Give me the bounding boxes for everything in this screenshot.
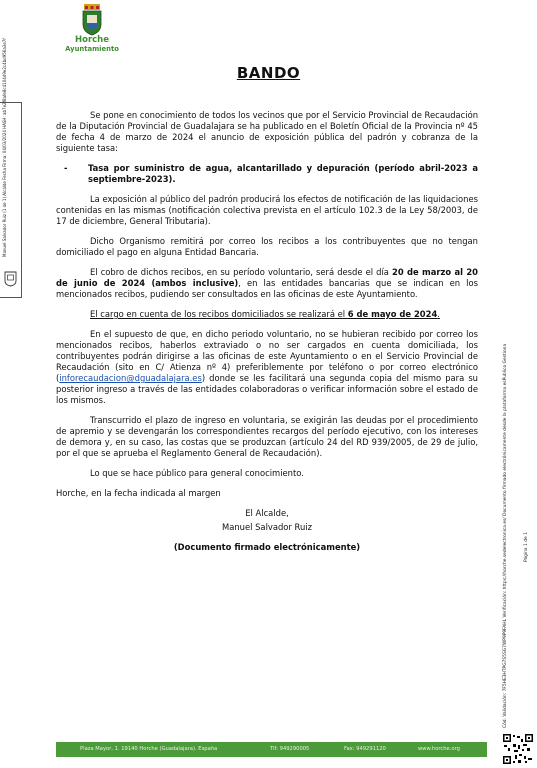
paragraph-lost-receipts — [56, 329, 478, 406]
logo-subtitle: Ayuntamiento — [65, 45, 119, 53]
coat-of-arms-icon — [81, 4, 103, 36]
signature-note: (Documento firmado electrónicamente) — [173, 542, 361, 552]
paragraph-enforcement: Transcurrido el plazo de ingreso en voluntaria, se exigirán las deudas por el procedimiento de apremio y se devengarán los correspondientes recargos del período ejecutivo, con los intereses de demora y, en su caso, las costas que se produzcan (artículo 24 del RD 939/2005, de 29 de julio, por el que se aprueba el Reglamento General de Recaudación). — [56, 415, 478, 458]
page-indicator: Página 1 de 1 — [524, 532, 529, 562]
paragraph-notification: La exposición al público del padrón producirá los efectos de notificación de las liquidaciones contenidas en las mismas (notificación colectiva prevista en el artículo 102.3 de la Ley 58/2003, de 17 de diciembre, General Tributaria). — [56, 194, 478, 226]
footer-fax: Fax: 949291120 — [344, 746, 386, 752]
document-body — [56, 110, 478, 556]
logo-name: Horche — [75, 35, 109, 45]
bullet-text: Tasa por suministro de agua, alcantarillado y depuración (período abril-2023 a septiembre-2023). — [88, 163, 478, 184]
direct-debit-text-c: . — [437, 309, 440, 319]
validation-text: Cód. Validación: 7F5HE3HTPG7S5SG7WP9P9FAHL Verificación: https://horche.sedelectronica.es/ Documento firmado electrónicamente desde la plataforma esPublico Gestiona — [503, 343, 508, 728]
payment-period-dates: 20 de marzo al 20 de junio de 2024 (ambos inclusive) — [56, 267, 478, 288]
signature-name: Manuel Salvador Ruiz — [222, 522, 312, 532]
paragraph-direct-debit — [56, 309, 478, 320]
payment-period-text-a: El cobro de dichos recibos, en su período voluntario, será desde el día — [90, 267, 392, 277]
crest-icon — [4, 271, 17, 287]
signature-stamp — [0, 38, 22, 298]
document-title: BANDO — [236, 64, 301, 82]
footer-address: Plaza Mayor, 1. 19140 Horche (Guadalajara). España — [80, 746, 218, 752]
direct-debit-text-a: El cargo en cuenta de los recibos domiciliados se realizará el — [90, 309, 348, 319]
footer-bar — [56, 742, 487, 757]
direct-debit-date: 6 de mayo de 2024 — [347, 309, 438, 319]
paragraph-mailing: Dicho Organismo remitirá por correo los recibos a los contribuyentes que no tengan domiciliado el pago en alguna Entidad Bancaria. — [56, 236, 478, 257]
horche-logo — [62, 4, 122, 56]
paragraph-payment-period — [56, 267, 478, 300]
paragraph-closing: Lo que se hace público para general conocimiento. — [90, 468, 304, 478]
tax-bullet — [56, 163, 478, 185]
paragraph-intro: Se pone en conocimiento de todos los vecinos que por el Servicio Provincial de Recaudación de la Diputación Provincial de Guadalajara se ha publicado en el Boletín Oficial de la Provincia nº 45 de fecha 4 de marzo de 2024 el anuncio de exposición pública del padrón y cobranza de la siguiente tasa: — [56, 110, 478, 153]
bullet-dash: - — [64, 163, 68, 173]
footer-phone: Tlf: 949290005 — [270, 746, 310, 752]
place-date: Horche, en la fecha indicada al margen — [56, 488, 221, 498]
signature-role: El Alcalde, — [245, 508, 289, 518]
email-link[interactable]: inforecaudacion@dguadalajara.es — [59, 373, 202, 383]
footer-web[interactable]: www.horche.org — [418, 746, 460, 752]
lost-receipts-text-b: ) donde se les facilitará una segunda copia del mismo para su posterior ingreso a través de las entidades colaboradoras o verificar información sobre el estado de los mismos. — [56, 373, 478, 405]
lost-receipts-text-a: En el supuesto de que, en dicho periodo voluntario, no se hubieran recibido por correo los mencionados recibos, haberlos extraviado o no ser cargados en cuenta domiciliada, los contribuyentes podrán dirigirse a las oficinas de este Ayuntamiento o en el Servicio Provincial de Recaudación (sito en C/ Atienza nº 4) preferiblemente por teléfono o por correo electrónico ( — [56, 329, 478, 383]
qr-code-icon — [503, 734, 533, 764]
signature-stamp-text: Manuel Salvador Ruiz (1 de 1) Alcalde Fecha Firma: 04/03/2024 HASH: ab7e2f8afe8c4104d9e2c4bd956a3e7f — [2, 38, 7, 257]
payment-period-text-c: , en las entidades bancarias que se indican en los mencionados recibos, pudiendo ser consultados en las oficinas de este Ayuntamiento. — [56, 278, 479, 299]
